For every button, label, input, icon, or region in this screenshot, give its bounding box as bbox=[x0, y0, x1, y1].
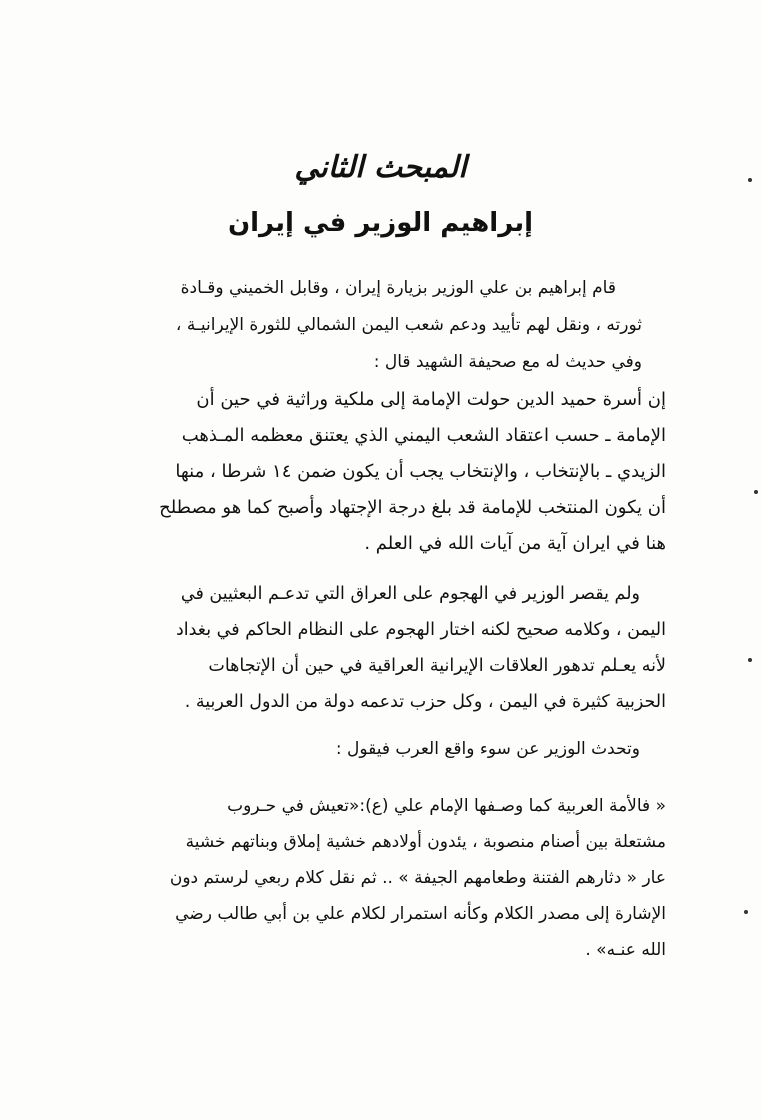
text-line: الإمامة ـ حسب اعتقاد الشعب اليمني الذي يعتنق معظمه المـذهب bbox=[181, 425, 666, 446]
section-title: المبحث الثاني bbox=[294, 150, 467, 185]
text-line: لأنه يعـلم تدهور العلاقات الإيرانية العراقية في حين أن الإتجاهات bbox=[208, 656, 666, 676]
text-line: وفي حديث له مع صحيفة الشهيد قال : bbox=[373, 352, 642, 372]
paragraph-3 bbox=[100, 576, 666, 720]
scan-speck bbox=[748, 178, 752, 182]
text-line: أن يكون المنتخب للإمامة قد بلغ درجة الإجتهاد وأصبح كما هو مصطلح bbox=[159, 497, 666, 518]
scan-speck bbox=[748, 658, 752, 662]
text-line: قام إبراهيم بن علي الوزير بزيارة إيران ، وقابل الخميني وقـادة bbox=[180, 278, 616, 298]
scan-speck bbox=[744, 910, 748, 914]
text-line: الحزبية كثيرة في اليمن ، وكل حزب تدعمه دولة من الدول العربية . bbox=[184, 692, 666, 712]
paragraph-5 bbox=[100, 788, 666, 968]
text-line: الإشارة إلى مصدر الكلام وكأنه استمرار لكلام علي بن أبي طالب رضي bbox=[175, 904, 666, 924]
text-line: ثورته ، ونقل لهم تأييد ودعم شعب اليمن الشمالي للثورة الإيرانيـة ، bbox=[175, 315, 642, 335]
text-line: عار « دثارهم الفتنة وطعامهم الجيفة » .. ثم نقل كلام ربعي لرستم دون bbox=[169, 868, 666, 888]
text-line: وتحدث الوزير عن سوء واقع العرب فيقول : bbox=[335, 739, 640, 759]
paragraph-2 bbox=[100, 382, 666, 562]
text-line: هنا في ايران آية من آيات الله في العلم . bbox=[364, 533, 666, 554]
text-line: « فالأمة العربية كما وصـفها الإمام علي (ع):«تعيش في حـروب bbox=[227, 796, 666, 816]
text-line: اليمن ، وكلامه صحيح لكنه اختار الهجوم على النظام الحاكم في بغداد bbox=[175, 620, 666, 640]
text-line: الزيدي ـ بالإنتخاب ، والإنتخاب يجب أن يكون ضمن ١٤ شرطا ، منها bbox=[175, 461, 666, 482]
scan-speck bbox=[754, 490, 758, 494]
paragraph-4 bbox=[100, 732, 666, 766]
text-line: ولم يقصر الوزير في الهجوم على العراق التي تدعـم البعثيين في bbox=[180, 584, 640, 604]
text-line: مشتعلة بين أصنام منصوبة ، يئدون أولادهم خشية إملاق وبناتهم خشية bbox=[185, 832, 666, 852]
paragraph-1 bbox=[100, 270, 642, 381]
text-line: الله عنـه» . bbox=[585, 940, 666, 960]
chapter-title: إبراهيم الوزير في إيران bbox=[227, 208, 534, 238]
text-line: إن أسرة حميد الدين حولت الإمامة إلى ملكية وراثية في حين أن bbox=[196, 389, 666, 410]
